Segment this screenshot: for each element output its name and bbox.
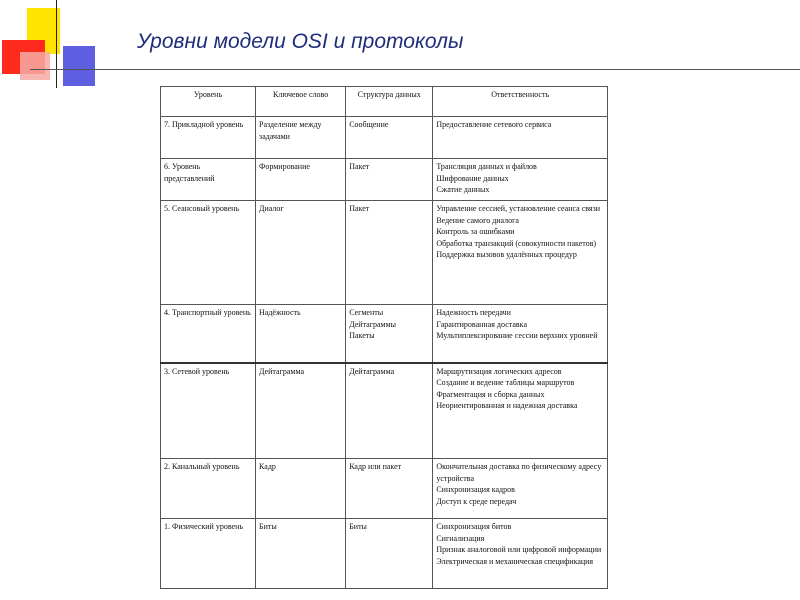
cell-structure [346, 117, 433, 159]
cell-responsibility-line: Сигнализация [436, 533, 485, 543]
cell-responsibility [433, 363, 608, 459]
cell-keyword-text: Разделение между задачами [259, 120, 322, 141]
cell-level-text: 4. Транспортный уровень [164, 308, 251, 317]
cell-responsibility-line: Надежность передачи [436, 308, 511, 317]
cell-level [161, 159, 256, 201]
header-level: Уровень [161, 87, 256, 117]
cell-responsibility [433, 459, 608, 519]
cell-structure-line: Пакет [349, 162, 370, 171]
cell-structure [346, 159, 433, 201]
cell-responsibility [433, 201, 608, 305]
cell-responsibility-line: Ведение самого диалога [436, 215, 519, 225]
cell-responsibility-line: Доступ к среде передач [436, 496, 517, 506]
cell-level [161, 201, 256, 305]
cell-structure [346, 201, 433, 305]
cell-level-text: 5. Сеансовый уровень [164, 204, 240, 213]
cell-structure-line: Дейтаграммы [349, 319, 397, 329]
cell-responsibility-line: Создание и ведение таблицы маршрутов [436, 378, 575, 387]
cell-responsibility-line: Фрагментация и сборка данных [436, 389, 545, 399]
cell-level-text: 7. Прикладной уровень [164, 120, 244, 129]
table-row [161, 363, 608, 459]
cell-responsibility-line: Синхронизация кадров [436, 485, 515, 494]
cell-structure-line: Дейтаграмма [349, 366, 395, 376]
cell-level [161, 459, 256, 519]
cell-structure-line: Сегменты [349, 308, 384, 317]
cell-responsibility-line: Электрическая и механическая спецификация [436, 556, 594, 566]
header-keyword: Ключевое слово [256, 87, 346, 117]
cell-structure-line: Биты [349, 522, 367, 531]
cell-keyword [256, 363, 346, 459]
osi-table [160, 86, 608, 589]
table-row [161, 519, 608, 589]
cell-structure-line: Пакеты [349, 331, 375, 340]
table-row [161, 201, 608, 305]
cell-keyword-text: Биты [259, 522, 277, 531]
cell-level-text: 3. Сетевой уровень [164, 366, 230, 376]
cell-responsibility-line: Окончательная доставка по физическому адресу устройства [436, 462, 602, 483]
cell-keyword [256, 159, 346, 201]
cell-level [161, 519, 256, 589]
cell-keyword [256, 459, 346, 519]
cell-responsibility [433, 305, 608, 363]
cell-responsibility-line: Гарантированная доставка [436, 319, 527, 329]
cell-structure [346, 305, 433, 363]
cell-responsibility-line: Неориентированная и надежная доставка [436, 401, 578, 410]
table-row [161, 459, 608, 519]
cell-keyword-text: Надёжность [259, 308, 301, 317]
cell-responsibility-line: Синхронизация битов [436, 522, 512, 531]
cell-level-text: 2. Канальный уровень [164, 462, 240, 471]
cell-keyword [256, 519, 346, 589]
cell-responsibility [433, 519, 608, 589]
table-row [161, 117, 608, 159]
table-header-row [161, 87, 608, 117]
header-responsibility: Ответственность [433, 87, 608, 117]
table-body [161, 117, 608, 589]
cell-responsibility [433, 159, 608, 201]
cell-responsibility-line: Признак аналоговой или цифровой информации [436, 545, 602, 554]
table-row [161, 305, 608, 363]
cell-keyword [256, 117, 346, 159]
cell-keyword-text: Кадр [259, 462, 276, 471]
cell-responsibility-line: Трансляция данных и файлов [436, 162, 537, 171]
cell-responsibility-line: Сжатие данных [436, 185, 490, 194]
cell-structure-line: Кадр или пакет [349, 462, 402, 471]
cell-keyword [256, 305, 346, 363]
cell-responsibility-line: Обработка транзакций (совокупности пакетов) [436, 238, 597, 248]
slide-title: Уровни модели OSI и протоколы [137, 30, 464, 53]
cell-structure [346, 519, 433, 589]
cell-structure-line: Пакет [349, 204, 370, 213]
cell-level [161, 117, 256, 159]
cell-level-text: 1. Физический уровень [164, 522, 244, 531]
cell-responsibility-line: Предоставление сетевого сервиса [436, 120, 552, 129]
header-structure: Структура данных [346, 87, 433, 117]
cell-responsibility-line: Контроль за ошибками [436, 227, 515, 236]
cell-keyword-text: Дейтаграмма [259, 366, 305, 376]
cell-responsibility [433, 117, 608, 159]
cell-structure-line: Сообщение [349, 120, 389, 129]
cell-keyword [256, 201, 346, 305]
cell-structure [346, 363, 433, 459]
decor-square-pink [20, 52, 50, 80]
cell-responsibility-line: Мультиплексирование сессии верхних уровней [436, 331, 598, 340]
decor-vertical-line [56, 0, 57, 88]
cell-keyword-text: Формирование [259, 162, 310, 171]
cell-responsibility-line: Шифрование данных [436, 173, 509, 183]
cell-responsibility-line: Управление сессией, установление сеанса связи [436, 204, 601, 213]
cell-responsibility-line: Маршрутизация логических адресов [436, 366, 562, 376]
cell-level [161, 305, 256, 363]
decor-square-blue [63, 46, 95, 86]
cell-keyword-text: Диалог [259, 204, 284, 213]
cell-responsibility-line: Поддержка вызовов удалённых процедур [436, 250, 577, 259]
table-row [161, 159, 608, 201]
cell-structure [346, 459, 433, 519]
cell-level-text: 6. Уровень представлений [164, 162, 215, 183]
cell-level [161, 363, 256, 459]
title-underline [30, 69, 800, 70]
